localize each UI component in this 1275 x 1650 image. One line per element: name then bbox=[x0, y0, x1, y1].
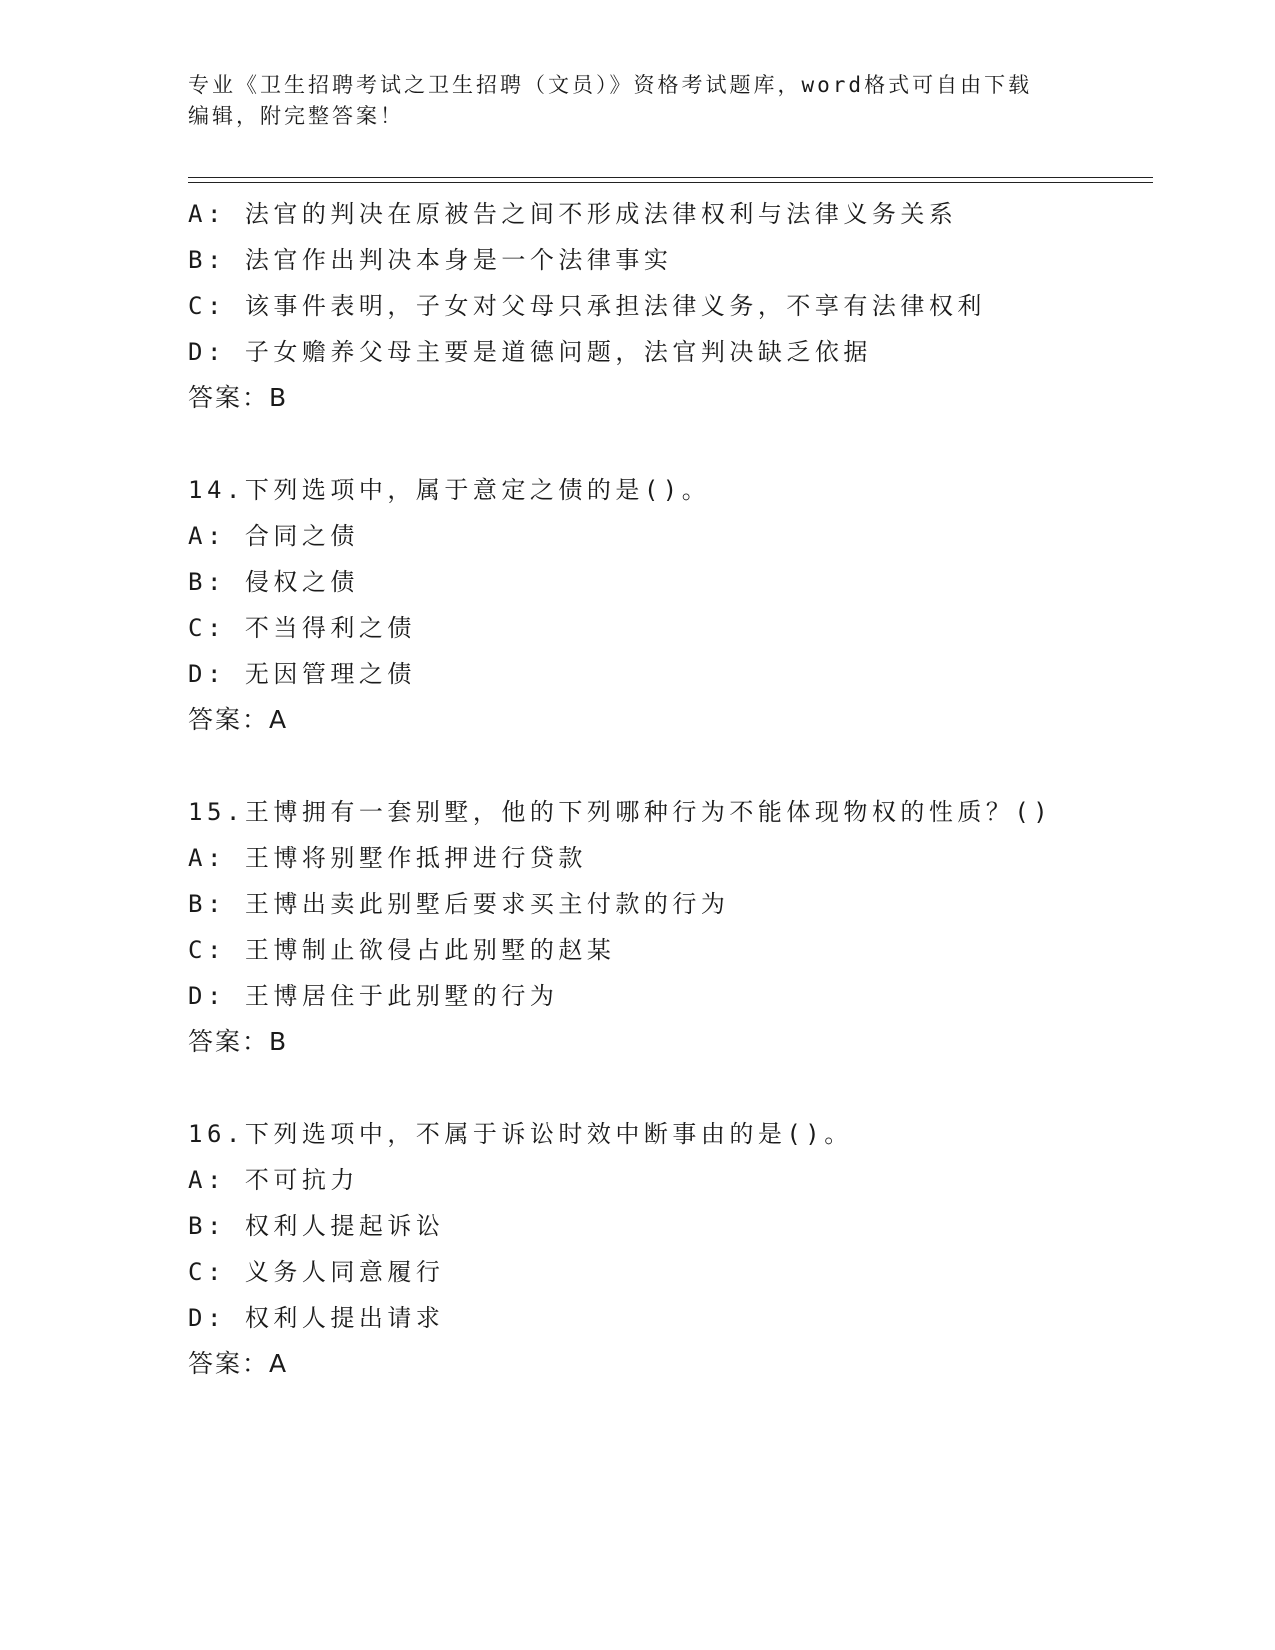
question-text: 16.下列选项中，不属于诉讼时效中断事由的是()。 bbox=[188, 1120, 853, 1148]
question-16-block bbox=[188, 1111, 1148, 1387]
option-a: A: 王博将别墅作抵押进行贷款 bbox=[188, 844, 587, 872]
option-c: C: 不当得利之债 bbox=[188, 614, 416, 642]
answer-line: 答案：B bbox=[188, 1027, 289, 1056]
option-d: D: 无因管理之债 bbox=[188, 660, 416, 688]
option-a: A: 不可抗力 bbox=[188, 1166, 359, 1194]
option-d: D: 王博居住于此别墅的行为 bbox=[188, 982, 559, 1010]
answer-line: 答案：A bbox=[188, 1349, 289, 1378]
option-a: A: 合同之债 bbox=[188, 522, 359, 550]
header-line-1: 专业《卫生招聘考试之卫生招聘（文员）》资格考试题库，word格式可自由下载 bbox=[188, 73, 1033, 97]
answer-line: 答案：A bbox=[188, 705, 289, 734]
option-c: C: 王博制止欲侵占此别墅的赵某 bbox=[188, 936, 616, 964]
option-b: B: 法官作出判决本身是一个法律事实 bbox=[188, 246, 673, 274]
question-15-block bbox=[188, 789, 1148, 1065]
question-14-block bbox=[188, 467, 1148, 743]
option-c: C: 义务人同意履行 bbox=[188, 1258, 445, 1286]
answer-line: 答案：B bbox=[188, 383, 289, 412]
option-d: D: 子女赡养父母主要是道德问题，法官判决缺乏依据 bbox=[188, 338, 872, 366]
option-d: D: 权利人提出请求 bbox=[188, 1304, 445, 1332]
header-divider-top bbox=[188, 177, 1153, 178]
question-list bbox=[188, 191, 1148, 1387]
question-text: 15.王博拥有一套别墅，他的下列哪种行为不能体现物权的性质？() bbox=[188, 798, 1053, 826]
header-line-2: 编辑，附完整答案！ bbox=[188, 104, 404, 128]
document-header bbox=[188, 70, 1088, 132]
option-b: B: 权利人提起诉讼 bbox=[188, 1212, 445, 1240]
option-c: C: 该事件表明，子女对父母只承担法律义务，不享有法律权利 bbox=[188, 292, 986, 320]
header-divider-bottom bbox=[188, 182, 1153, 183]
question-text: 14.下列选项中，属于意定之债的是()。 bbox=[188, 476, 711, 504]
question-13-block bbox=[188, 191, 1148, 421]
option-b: B: 侵权之债 bbox=[188, 568, 359, 596]
option-a: A: 法官的判决在原被告之间不形成法律权利与法律义务关系 bbox=[188, 200, 958, 228]
option-b: B: 王博出卖此别墅后要求买主付款的行为 bbox=[188, 890, 730, 918]
